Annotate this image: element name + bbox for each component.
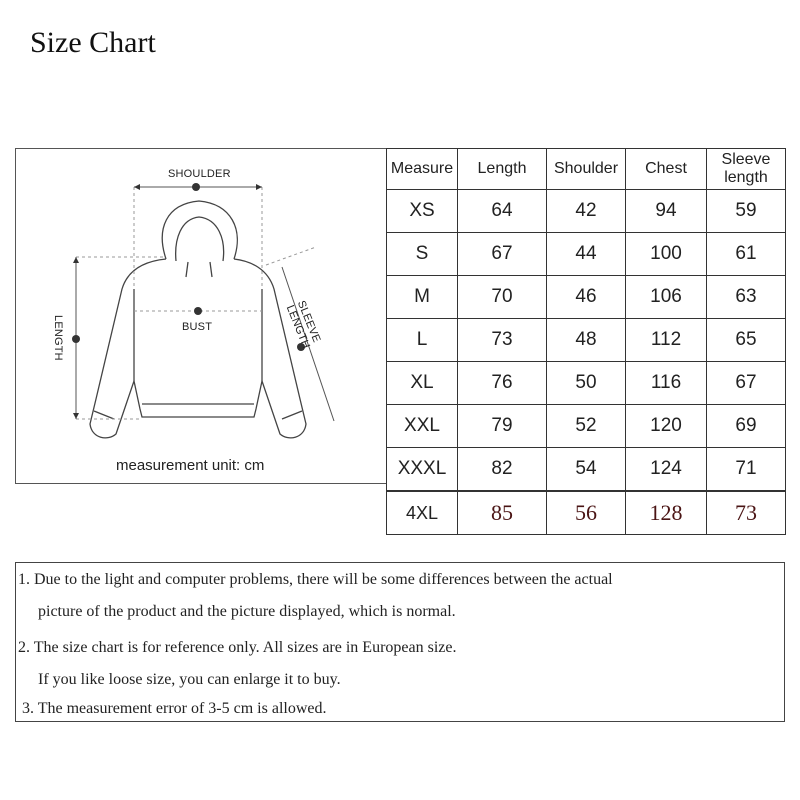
length-cell: 85 — [458, 491, 547, 535]
size-cell: XS — [387, 190, 458, 233]
table-row — [387, 319, 786, 362]
size-cell: 4XL — [387, 491, 458, 535]
sleeve-cell: 71 — [707, 448, 786, 492]
size-cell: S — [387, 233, 458, 276]
chest-cell: 116 — [626, 362, 707, 405]
size-cell: M — [387, 276, 458, 319]
size-cell: XXXL — [387, 448, 458, 492]
shoulder-cell: 50 — [547, 362, 626, 405]
note-2: 2. The size chart is for reference only. All sizes are in European size. — [18, 639, 457, 656]
note-3: 3. The measurement error of 3-5 cm is allowed. — [22, 700, 327, 717]
table-header-row — [387, 149, 786, 190]
size-table — [386, 148, 786, 535]
note-2-continued: If you like loose size, you can enlarge it to buy. — [38, 671, 341, 688]
size-cell: XL — [387, 362, 458, 405]
length-cell: 70 — [458, 276, 547, 319]
hoodie-outline-icon — [16, 149, 386, 483]
chest-cell: 100 — [626, 233, 707, 276]
chest-cell: 106 — [626, 276, 707, 319]
table-row — [387, 405, 786, 448]
shoulder-cell: 48 — [547, 319, 626, 362]
shoulder-label: SHOULDER — [168, 168, 231, 180]
hoodie-diagram — [15, 148, 387, 484]
sleeve-cell: 61 — [707, 233, 786, 276]
shoulder-cell: 52 — [547, 405, 626, 448]
length-cell: 64 — [458, 190, 547, 233]
length-cell: 67 — [458, 233, 547, 276]
size-cell: L — [387, 319, 458, 362]
size-cell: XXL — [387, 405, 458, 448]
length-label: LENGTH — [52, 315, 64, 361]
sleeve-cell: 65 — [707, 319, 786, 362]
chest-cell: 128 — [626, 491, 707, 535]
length-cell: 73 — [458, 319, 547, 362]
bust-label: BUST — [182, 321, 213, 333]
note-1-continued: picture of the product and the picture displayed, which is normal. — [38, 603, 456, 620]
sleeve-cell: 73 — [707, 491, 786, 535]
table-row — [387, 448, 786, 492]
header-measure: Measure — [387, 149, 458, 190]
shoulder-cell: 54 — [547, 448, 626, 492]
sleeve-cell: 63 — [707, 276, 786, 319]
shoulder-cell: 56 — [547, 491, 626, 535]
table-row — [387, 190, 786, 233]
header-chest: Chest — [626, 149, 707, 190]
shoulder-cell: 42 — [547, 190, 626, 233]
table-row-highlight — [387, 491, 786, 535]
header-length: Length — [458, 149, 547, 190]
note-1: 1. Due to the light and computer problems, there will be some differences between the actual — [18, 571, 613, 588]
shoulder-cell: 46 — [547, 276, 626, 319]
header-sleeve-length: Sleeve length — [707, 149, 786, 190]
length-cell: 79 — [458, 405, 547, 448]
chest-cell: 124 — [626, 448, 707, 492]
length-cell: 76 — [458, 362, 547, 405]
table-row — [387, 276, 786, 319]
header-shoulder: Shoulder — [547, 149, 626, 190]
chest-cell: 112 — [626, 319, 707, 362]
sleeve-cell: 69 — [707, 405, 786, 448]
page-title: Size Chart — [30, 26, 156, 59]
length-cell: 82 — [458, 448, 547, 492]
notes-box — [15, 562, 785, 722]
sleeve-cell: 67 — [707, 362, 786, 405]
sleeve-cell: 59 — [707, 190, 786, 233]
measurement-unit-note: measurement unit: cm — [116, 457, 265, 474]
chest-cell: 94 — [626, 190, 707, 233]
shoulder-cell: 44 — [547, 233, 626, 276]
table-row — [387, 233, 786, 276]
chest-cell: 120 — [626, 405, 707, 448]
table-row — [387, 362, 786, 405]
sleeve-length-label: SLEEVE LENGTH — [283, 299, 323, 351]
